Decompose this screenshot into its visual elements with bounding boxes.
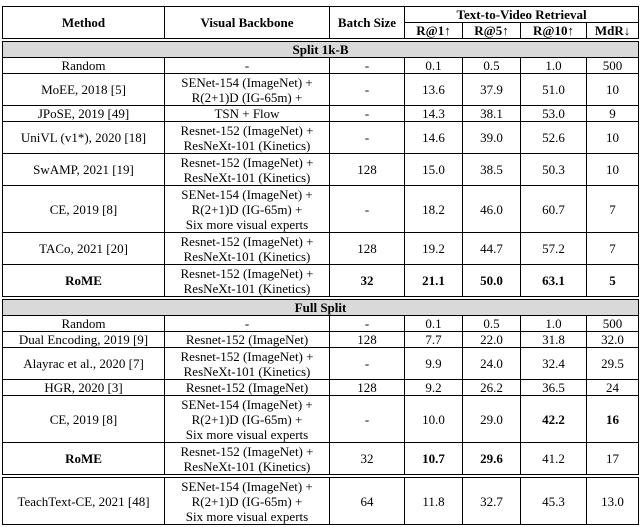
r10-cell: 52.6 [521, 122, 587, 154]
backbone-cell [165, 478, 330, 525]
batch-cell: - [330, 58, 405, 74]
r1-cell: 0.1 [405, 58, 463, 74]
mdr-cell: 13.0 [587, 478, 639, 525]
method-cell: HGR, 2020 [3] [3, 380, 165, 396]
r5-cell: 29.6 [463, 443, 521, 475]
mdr-cell: 29.5 [587, 348, 639, 380]
backbone-line: Six more visual experts [185, 508, 309, 524]
method-cell: TeachText-CE, 2021 [48] [3, 478, 165, 525]
r1-cell: 10.0 [405, 396, 463, 443]
mdr-cell: 32.0 [587, 332, 639, 348]
backbone-cell [165, 348, 330, 380]
batch-cell: - [330, 186, 405, 233]
r10-cell: 31.8 [521, 332, 587, 348]
table-row [3, 380, 639, 396]
batch-cell: 64 [330, 478, 405, 525]
section-title: Full Split [3, 300, 639, 316]
r10-cell: 51.0 [521, 74, 587, 106]
batch-cell: 128 [330, 332, 405, 348]
r5-cell: 39.0 [463, 122, 521, 154]
table-row-rome [3, 443, 639, 475]
r5-cell: 38.1 [463, 106, 521, 122]
batch-cell: - [330, 316, 405, 332]
r1-cell: 19.2 [405, 233, 463, 265]
backbone-line: Resnet-152 (ImageNet) + [180, 122, 314, 138]
r10-cell: 50.3 [521, 154, 587, 186]
table-header [3, 7, 639, 39]
batch-cell: - [330, 74, 405, 106]
r5-cell: 24.0 [463, 348, 521, 380]
r5-cell: 44.7 [463, 233, 521, 265]
r10-cell: 1.0 [521, 58, 587, 74]
section-title: Split 1k-B [3, 42, 639, 58]
batch-cell: 128 [330, 380, 405, 396]
section-extra [3, 475, 639, 525]
header-r5: R@5↑ [463, 23, 521, 39]
backbone-line: ResNeXt-101 (Kinetics) [183, 248, 311, 264]
r10-cell: 1.0 [521, 316, 587, 332]
r5-cell: 37.9 [463, 74, 521, 106]
r5-cell: 26.2 [463, 380, 521, 396]
r5-cell: 0.5 [463, 58, 521, 74]
batch-cell: - [330, 122, 405, 154]
r10-cell: 32.4 [521, 348, 587, 380]
backbone-line: Six more visual experts [185, 216, 309, 232]
backbone-cell [165, 233, 330, 265]
backbone-line: R(2+1)D (IG-65m) + [191, 493, 303, 509]
backbone-cell: - [165, 316, 330, 332]
backbone-cell [165, 265, 330, 297]
retrieval-results-table [2, 6, 639, 525]
table-row [3, 186, 639, 233]
method-cell: Dual Encoding, 2019 [9] [3, 332, 165, 348]
method-cell: Random [3, 316, 165, 332]
r1-cell: 14.6 [405, 122, 463, 154]
backbone-line: SENet-154 (ImageNet) + [181, 186, 313, 202]
mdr-cell: 10 [587, 122, 639, 154]
backbone-cell [165, 154, 330, 186]
backbone-cell [165, 443, 330, 475]
backbone-cell [165, 396, 330, 443]
backbone-line: R(2+1)D (IG-65m) + [191, 201, 303, 217]
r5-cell: 50.0 [463, 265, 521, 297]
section-split-1k-b [3, 39, 639, 297]
r1-cell: 13.6 [405, 74, 463, 106]
batch-cell: 32 [330, 443, 405, 475]
batch-cell: 128 [330, 233, 405, 265]
backbone-line: R(2+1)D (IG-65m) + [191, 89, 303, 105]
table-row [3, 332, 639, 348]
table-row [3, 396, 639, 443]
table-row [3, 74, 639, 106]
backbone-cell [165, 122, 330, 154]
method-cell: SwAMP, 2021 [19] [3, 154, 165, 186]
method-cell: CE, 2019 [8] [3, 396, 165, 443]
r1-cell: 14.3 [405, 106, 463, 122]
backbone-line: Resnet-152 (ImageNet) + [180, 348, 314, 364]
r10-cell: 57.2 [521, 233, 587, 265]
mdr-cell: 500 [587, 316, 639, 332]
backbone-line: ResNeXt-101 (Kinetics) [183, 458, 311, 474]
method-cell: UniVL (v1*), 2020 [18] [3, 122, 165, 154]
backbone-line: Resnet-152 (ImageNet) + [180, 154, 314, 170]
mdr-cell: 500 [587, 58, 639, 74]
r10-cell: 42.2 [521, 396, 587, 443]
backbone-cell: - [165, 58, 330, 74]
r1-cell: 11.8 [405, 478, 463, 525]
mdr-cell: 7 [587, 233, 639, 265]
table-row [3, 106, 639, 122]
mdr-cell: 5 [587, 265, 639, 297]
mdr-cell: 7 [587, 186, 639, 233]
header-backbone: Visual Backbone [165, 7, 330, 39]
r5-cell: 22.0 [463, 332, 521, 348]
method-cell: CE, 2019 [8] [3, 186, 165, 233]
backbone-cell [165, 186, 330, 233]
table-row [3, 316, 639, 332]
backbone-cell [165, 74, 330, 106]
mdr-cell: 10 [587, 154, 639, 186]
backbone-cell: TSN + Flow [165, 106, 330, 122]
backbone-line: Resnet-152 (ImageNet) + [180, 443, 314, 459]
header-text-to-video-retrieval: Text-to-Video Retrieval [405, 7, 639, 23]
method-cell: JPoSE, 2019 [49] [3, 106, 165, 122]
mdr-cell: 16 [587, 396, 639, 443]
method-cell: MoEE, 2018 [5] [3, 74, 165, 106]
header-method: Method [3, 7, 165, 39]
section-full-split [3, 297, 639, 475]
r1-cell: 18.2 [405, 186, 463, 233]
r5-cell: 46.0 [463, 186, 521, 233]
r1-cell: 7.7 [405, 332, 463, 348]
header-batch-size: Batch Size [330, 7, 405, 39]
r5-cell: 32.7 [463, 478, 521, 525]
r10-cell: 41.2 [521, 443, 587, 475]
backbone-line: R(2+1)D (IG-65m) + [191, 411, 303, 427]
r5-cell: 38.5 [463, 154, 521, 186]
batch-cell: 32 [330, 265, 405, 297]
method-cell: RoME [3, 443, 165, 475]
r1-cell: 10.7 [405, 443, 463, 475]
mdr-cell: 10 [587, 74, 639, 106]
backbone-line: Six more visual experts [185, 426, 309, 442]
method-cell: TACo, 2021 [20] [3, 233, 165, 265]
backbone-line: ResNeXt-101 (Kinetics) [183, 363, 311, 379]
method-cell: RoME [3, 265, 165, 297]
backbone-line: ResNeXt-101 (Kinetics) [183, 280, 311, 296]
r1-cell: 9.9 [405, 348, 463, 380]
table-row [3, 233, 639, 265]
backbone-cell: Resnet-152 (ImageNet) [165, 332, 330, 348]
backbone-line: SENet-154 (ImageNet) + [181, 74, 313, 90]
batch-cell: 128 [330, 154, 405, 186]
method-cell: Random [3, 58, 165, 74]
r10-cell: 53.0 [521, 106, 587, 122]
backbone-line: ResNeXt-101 (Kinetics) [183, 137, 311, 153]
batch-cell: - [330, 396, 405, 443]
backbone-cell: Resnet-152 (ImageNet) [165, 380, 330, 396]
r1-cell: 9.2 [405, 380, 463, 396]
backbone-line: SENet-154 (ImageNet) + [181, 396, 313, 412]
backbone-line: Resnet-152 (ImageNet) + [180, 265, 314, 281]
r1-cell: 21.1 [405, 265, 463, 297]
batch-cell: - [330, 348, 405, 380]
r10-cell: 63.1 [521, 265, 587, 297]
mdr-cell: 24 [587, 380, 639, 396]
r5-cell: 29.0 [463, 396, 521, 443]
mdr-cell: 17 [587, 443, 639, 475]
r1-cell: 0.1 [405, 316, 463, 332]
method-cell: Alayrac et al., 2020 [7] [3, 348, 165, 380]
table-row [3, 58, 639, 74]
backbone-line: ResNeXt-101 (Kinetics) [183, 169, 311, 185]
batch-cell: - [330, 106, 405, 122]
backbone-line: SENet-154 (ImageNet) + [181, 478, 313, 494]
backbone-line: Resnet-152 (ImageNet) + [180, 233, 314, 249]
r1-cell: 15.0 [405, 154, 463, 186]
table-row [3, 348, 639, 380]
header-r10: R@10↑ [521, 23, 587, 39]
header-r1: R@1↑ [405, 23, 463, 39]
table-row-teachtext [3, 478, 639, 525]
header-mdr: MdR↓ [587, 23, 639, 39]
r10-cell: 45.3 [521, 478, 587, 525]
r10-cell: 60.7 [521, 186, 587, 233]
r5-cell: 0.5 [463, 316, 521, 332]
table-row [3, 122, 639, 154]
table-row-rome [3, 265, 639, 297]
table-row [3, 154, 639, 186]
r10-cell: 36.5 [521, 380, 587, 396]
mdr-cell: 9 [587, 106, 639, 122]
